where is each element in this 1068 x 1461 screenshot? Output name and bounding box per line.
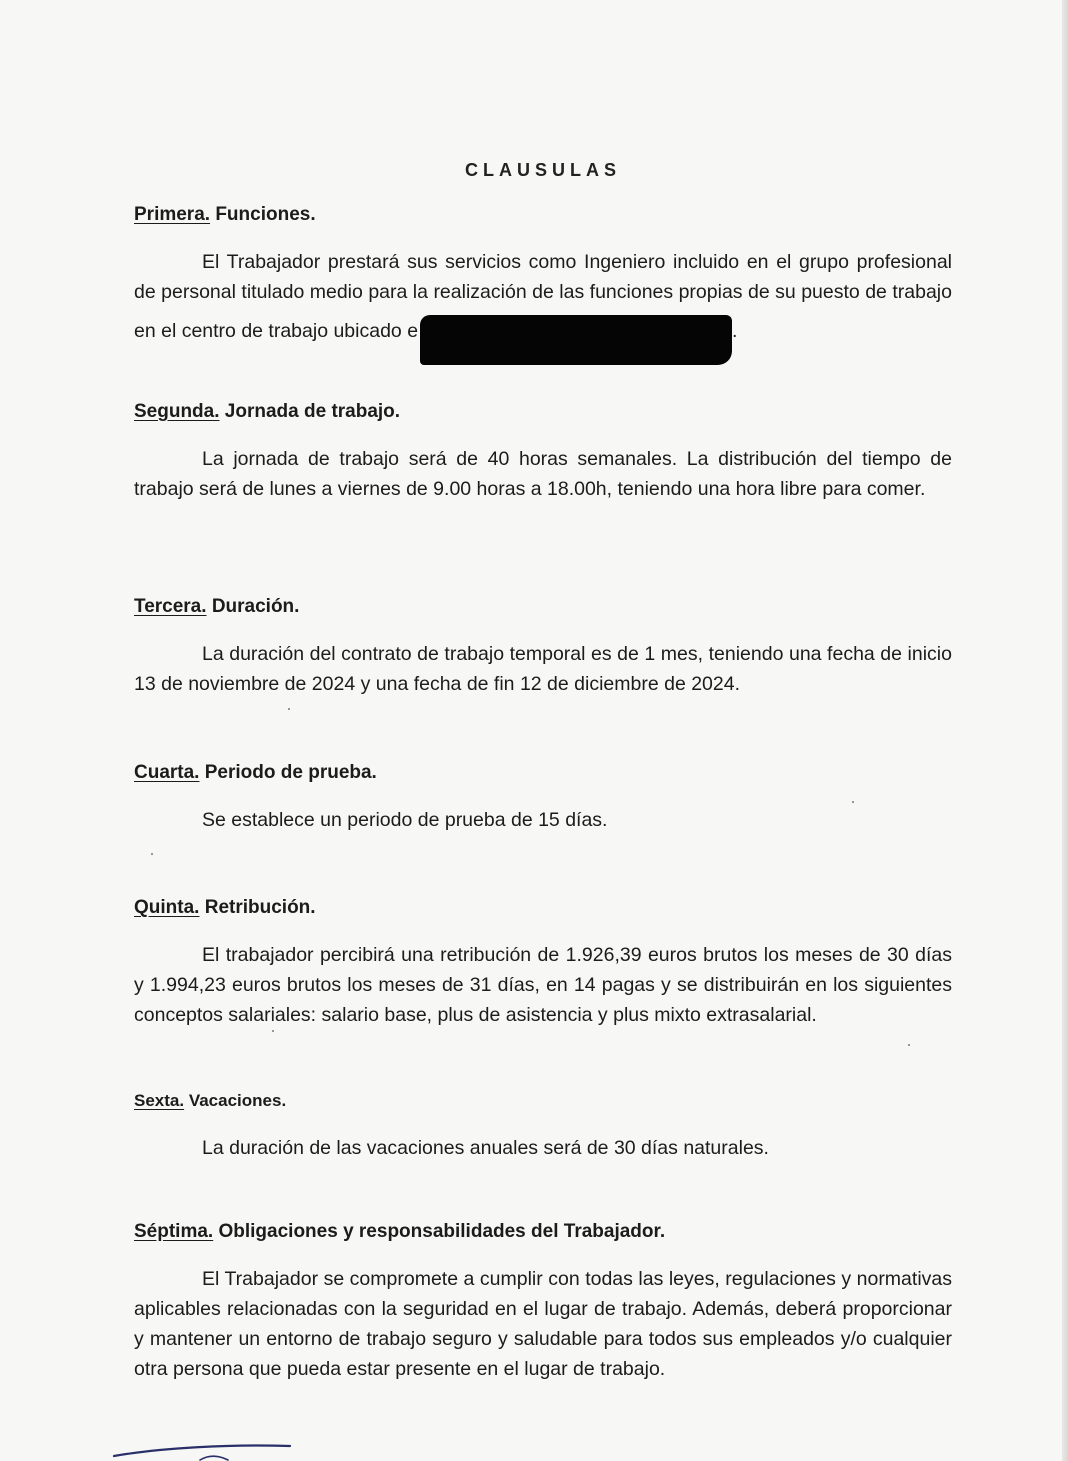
scan-speck: [272, 1030, 274, 1032]
clause-title: Vacaciones.: [188, 1091, 287, 1110]
page-edge: [1062, 0, 1068, 1461]
clause-primera: [134, 203, 952, 357]
clause-title: Jornada de trabajo.: [224, 401, 401, 422]
clause-septima: [134, 1220, 952, 1384]
clause-body: [134, 247, 952, 357]
clause-number: Cuarta.: [134, 762, 200, 783]
scan-speck: [151, 853, 153, 855]
clause-heading: [134, 1220, 952, 1244]
clause-heading: [134, 595, 952, 619]
clause-title: Obligaciones y responsabilidades del Trabajador.: [218, 1221, 666, 1242]
clause-text: El Trabajador prestará sus servicios como Ingeniero incluido en el grupo profesional de personal titulado medio para la realización de las funciones propias de su puesto de trabajo en el centro de trabajo ubicado e: [134, 251, 952, 343]
clause-heading: [134, 1089, 952, 1113]
clause-heading: [134, 400, 952, 424]
scan-speck: [908, 1044, 910, 1046]
scan-speck: [288, 708, 290, 710]
clause-title: Funciones.: [215, 204, 316, 225]
clause-quinta: [134, 896, 952, 1030]
clause-title: Duración.: [211, 596, 300, 617]
clause-number: Primera.: [134, 204, 211, 225]
clause-heading: [134, 203, 952, 227]
clause-number: Segunda.: [134, 401, 220, 422]
clause-segunda: [134, 400, 952, 504]
clause-number: Quinta.: [134, 897, 200, 918]
clause-body: La jornada de trabajo será de 40 horas semanales. La distribución del tiempo de trabajo será de lunes a viernes de 9.00 horas a 18.00h, teniendo una hora libre para comer.: [134, 448, 952, 500]
document-title: CLAUSULAS: [465, 160, 621, 180]
clause-heading: [134, 761, 952, 785]
clause-body: La duración de las vacaciones anuales será de 30 días naturales.: [202, 1137, 769, 1159]
clause-title: Periodo de prueba.: [204, 762, 377, 783]
redaction-block: [420, 315, 732, 365]
clause-number: Séptima.: [134, 1221, 214, 1242]
clause-body: El trabajador percibirá una retribución de 1.926,39 euros brutos los meses de 30 días y 1.994,23 euros brutos los meses de 31 días, en 14 pagas y se distribuirán en los siguientes conceptos salariales: salario base, plus de asistencia y plus mixto extrasalarial.: [134, 944, 952, 1026]
clause-title: Retribución.: [204, 897, 316, 918]
clause-sexta: [134, 1089, 952, 1163]
clause-text-end: .: [732, 320, 738, 343]
clause-heading: [134, 896, 952, 920]
clause-body: La duración del contrato de trabajo temporal es de 1 mes, teniendo una fecha de inicio 13 de noviembre de 2024 y una fecha de fin 12 de diciembre de 2024.: [134, 643, 952, 695]
clause-body: Se establece un periodo de prueba de 15 días.: [202, 809, 608, 831]
clause-body: El Trabajador se compromete a cumplir con todas las leyes, regulaciones y normativas aplicables relacionadas con la seguridad en el lugar de trabajo. Además, deberá proporcionar y mantener un entorno de trabajo seguro y saludable para todos sus empleados y/o cualquier otra persona que pueda estar presente en el lugar de trabajo.: [134, 1268, 952, 1380]
clause-number: Tercera.: [134, 596, 207, 617]
clause-number: Sexta.: [134, 1091, 185, 1110]
clause-tercera: [134, 595, 952, 699]
clause-cuarta: [134, 761, 952, 835]
scan-speck: [852, 801, 854, 803]
signature-mark: [110, 1436, 310, 1461]
